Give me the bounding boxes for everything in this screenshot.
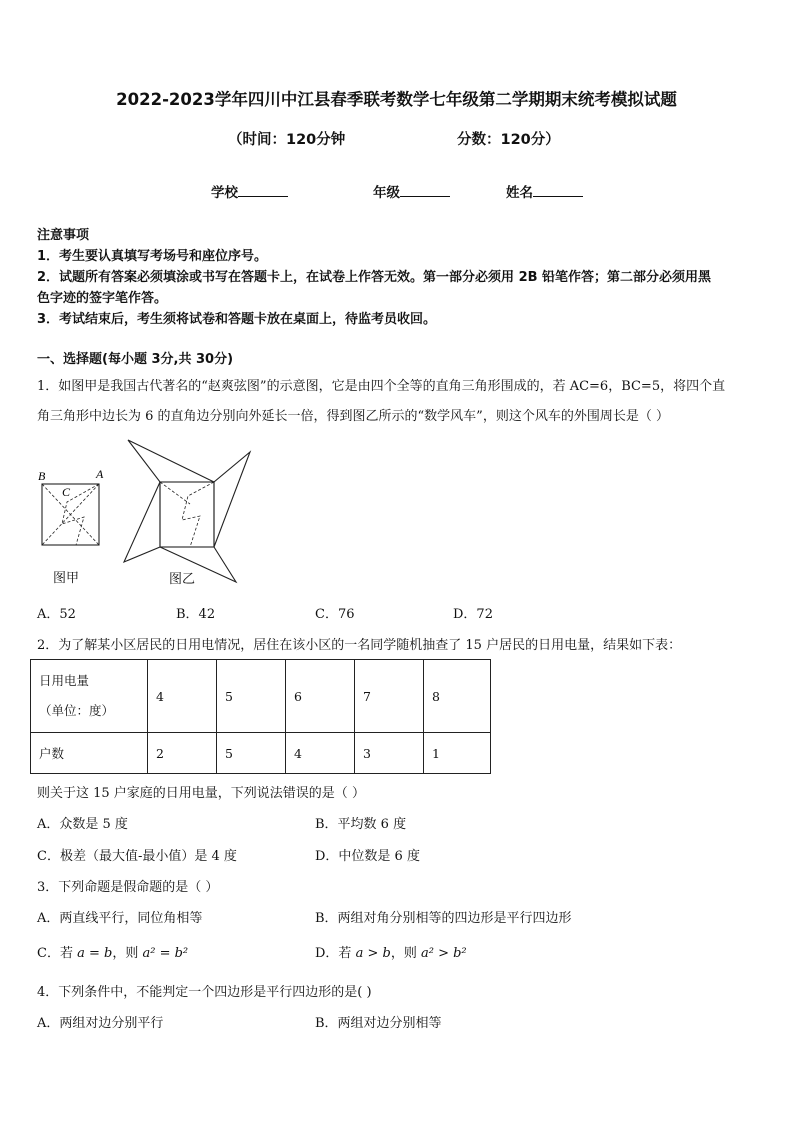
q3-option-d[interactable] [315, 942, 467, 961]
option-text: ，则 [390, 946, 417, 961]
table-cell: 5 [217, 660, 286, 733]
q2-option-b[interactable]: B．平均数 6 度 [315, 817, 407, 832]
exam-score: 分数：120分） [457, 132, 560, 148]
q2-option-d[interactable]: D．中位数是 6 度 [315, 849, 420, 864]
grade-field [373, 181, 450, 201]
windmill-blade [124, 482, 160, 562]
table-cell: 4 [148, 660, 217, 733]
math-expr: a² > b² [420, 946, 467, 961]
q1-option-a[interactable]: A．52 [37, 607, 76, 622]
caption-jia: 图甲 [53, 571, 80, 586]
math-expr: a > b [355, 946, 391, 961]
name-blank[interactable] [533, 183, 583, 197]
table-row [31, 660, 491, 733]
table-cell: 4 [286, 733, 355, 774]
option-text: D．若 [315, 946, 352, 961]
dashed-inner [182, 482, 214, 547]
inner-square [160, 482, 214, 547]
q2-option-a[interactable]: A．众数是 5 度 [37, 817, 128, 832]
option-text: ，则 [112, 946, 139, 961]
q3-stem: 3．下列命题是假命题的是（ ） [37, 880, 219, 895]
dashed-line [160, 482, 190, 504]
name-field [506, 181, 583, 201]
row-unit: （单位：度） [39, 703, 115, 718]
q1-option-d[interactable]: D．72 [453, 607, 493, 622]
q1-option-c[interactable]: C．76 [315, 607, 355, 622]
q2-option-c[interactable]: C．极差（最大值-最小值）是 4 度 [37, 849, 237, 864]
page-title: 2022-2023学年四川中江县春季联考数学七年级第二学期期末统考模拟试题 [116, 90, 677, 109]
electricity-table [30, 659, 491, 774]
school-field [211, 181, 288, 201]
math-expr: a² = b² [142, 946, 189, 961]
row-label: 日用电量 [39, 673, 90, 688]
notice-item: 色字迹的签字笔作答。 [37, 291, 168, 306]
math-expr: a = b [77, 946, 113, 961]
grade-label: 年级 [373, 185, 400, 201]
notice-heading: 注意事项 [37, 228, 90, 243]
section-title: 一、选择题(每小题 3分,共 30分) [37, 352, 234, 367]
label-a: A [96, 467, 104, 481]
notice-item: 2．试题所有答案必须填涂或书写在答题卡上，在试卷上作答无效。第一部分必须用 2B 铅笔作答；第二部分必须用黑 [37, 270, 712, 285]
q3-option-c[interactable] [37, 942, 188, 961]
table-cell: 1 [424, 733, 491, 774]
notice-item: 3．考试结束后，考生须将试卷和答题卡放在桌面上，待监考员收回。 [37, 312, 437, 327]
table-cell: 3 [355, 733, 424, 774]
school-blank[interactable] [238, 183, 288, 197]
q1-stem-line2: 角三角形中边长为 6 的直角边分别向外延长一倍，得到图乙所示的“数学风车”，则这个风车的外围周长是（ ） [37, 409, 669, 424]
q3-option-a[interactable]: A．两直线平行，同位角相等 [37, 911, 203, 926]
windmill-blade [214, 452, 250, 547]
q2-stem: 2．为了解某小区居民的日用电情况，居住在该小区的一名同学随机抽查了 15 户居民的日用电量，结果如下表： [37, 638, 682, 653]
q3-option-b[interactable]: B．两组对角分别相等的四边形是平行四边形 [315, 911, 572, 926]
caption-yi: 图乙 [169, 572, 196, 587]
table-header-cell: 户数 [31, 733, 148, 774]
label-c: C [62, 485, 71, 499]
figure-yi [118, 434, 258, 589]
name-label: 姓名 [506, 185, 533, 201]
q1-option-b[interactable]: B．42 [176, 607, 216, 622]
figure-jia [32, 462, 112, 562]
q4-option-b[interactable]: B．两组对边分别相等 [315, 1016, 442, 1031]
notice-item: 1．考生要认真填写考场号和座位序号。 [37, 249, 268, 264]
windmill-blade [128, 440, 214, 482]
q4-stem: 4．下列条件中，不能判定一个四边形是平行四边形的是( ) [37, 985, 372, 1000]
table-cell: 6 [286, 660, 355, 733]
table-cell: 8 [424, 660, 491, 733]
table-cell: 5 [217, 733, 286, 774]
table-cell: 2 [148, 733, 217, 774]
option-text: C．若 [37, 946, 73, 961]
table-cell: 7 [355, 660, 424, 733]
q1-stem-line1: 1．如图甲是我国古代著名的“赵爽弦图”的示意图，它是由四个全等的直角三角形围成的，若 AC=6，BC=5，将四个直 [37, 379, 726, 394]
school-label: 学校 [211, 185, 238, 201]
label-b: B [38, 469, 46, 483]
exam-time: （时间：120分钟 [228, 132, 346, 148]
q4-option-a[interactable]: A．两组对边分别平行 [37, 1016, 164, 1031]
grade-blank[interactable] [400, 183, 450, 197]
table-row [31, 733, 491, 774]
q2-question: 则关于这 15 户家庭的日用电量，下列说法错误的是（ ） [37, 786, 365, 801]
table-header-cell [31, 660, 148, 733]
